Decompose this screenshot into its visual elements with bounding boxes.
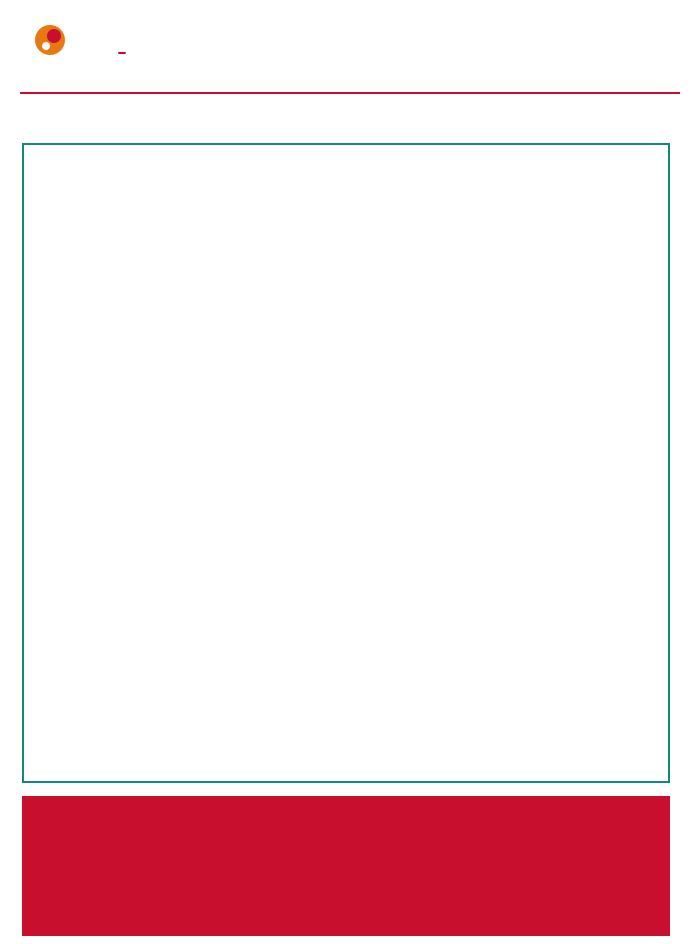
footer bbox=[0, 930, 699, 944]
header-divider bbox=[20, 92, 680, 94]
market-contacts bbox=[22, 796, 670, 936]
brand-slogan bbox=[118, 52, 126, 54]
header bbox=[0, 0, 699, 98]
logo-icon bbox=[30, 14, 70, 64]
schedule-table bbox=[22, 143, 670, 783]
